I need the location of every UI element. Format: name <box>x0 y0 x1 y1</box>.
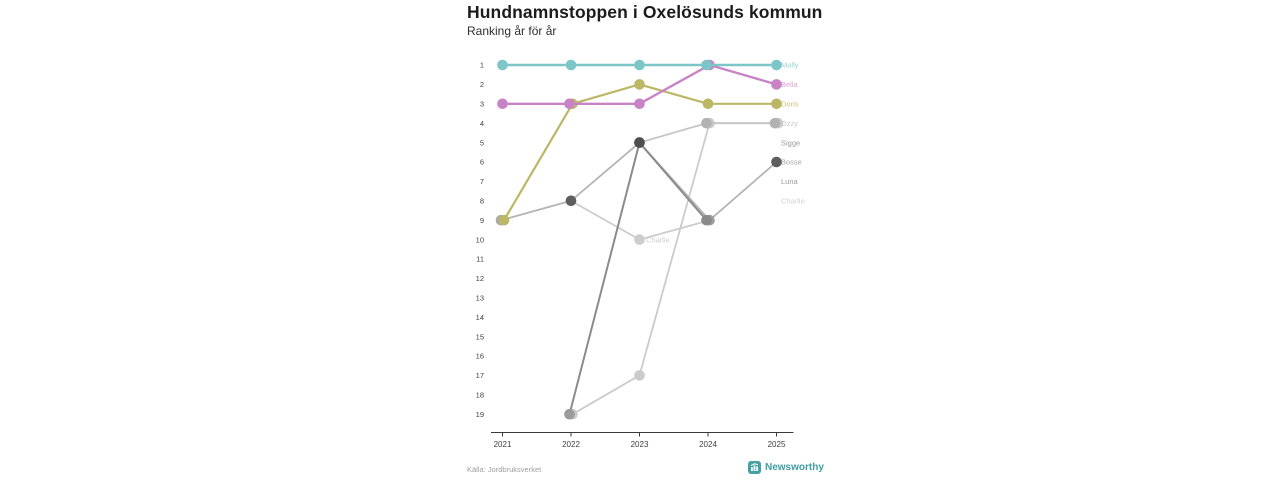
y-tick-label-16: 16 <box>475 351 484 361</box>
series-point-bella-2021 <box>497 99 508 110</box>
series-point-sigge-2023 <box>634 137 645 148</box>
y-tick-label-4: 4 <box>479 118 484 128</box>
series-point-bella-2023 <box>634 99 645 110</box>
series-line-ozzy <box>573 123 779 414</box>
chart-title: Hundnamnstoppen i Oxelösunds kommun <box>467 2 823 22</box>
series-point-molly-2023 <box>634 60 645 71</box>
x-tick-label-2024: 2024 <box>699 440 717 449</box>
newsworthy-icon <box>748 461 761 474</box>
series-point-doris-2024 <box>703 99 714 110</box>
y-tick-label-1: 1 <box>479 60 484 70</box>
y-tick-label-7: 7 <box>479 177 484 187</box>
series-point-luna-2024 <box>701 118 712 129</box>
y-tick-label-9: 9 <box>479 215 484 225</box>
source-note: Källa: Jordbruksverket <box>467 465 542 474</box>
series-point-sigge-2022 <box>564 409 575 420</box>
y-tick-label-11: 11 <box>476 254 484 264</box>
x-tick-label-2025: 2025 <box>767 440 786 449</box>
series-point-bosse-2022 <box>566 196 577 207</box>
series-point-bella-2022 <box>564 99 575 110</box>
series-point-molly-2024 <box>701 60 712 71</box>
series-point-doris-2021 <box>499 215 510 226</box>
y-tick-label-18: 18 <box>475 390 484 400</box>
y-tick-label-2: 2 <box>479 80 484 90</box>
x-tick-label-2022: 2022 <box>562 440 580 449</box>
series-point-doris-2023 <box>634 79 645 90</box>
right-label-sigge: Sigge <box>781 138 801 148</box>
brand-name: Newsworthy <box>765 462 824 473</box>
x-tick-label-2023: 2023 <box>630 440 649 449</box>
right-label-charlie: Charlie <box>781 196 805 206</box>
right-label-luna: Luna <box>781 177 798 187</box>
y-tick-label-5: 5 <box>479 138 484 148</box>
series-line-charlie <box>571 201 710 240</box>
y-tick-label-6: 6 <box>479 157 484 167</box>
y-tick-label-10: 10 <box>475 235 484 245</box>
chart-subtitle: Ranking år för år <box>467 24 557 38</box>
y-tick-label-17: 17 <box>475 371 484 381</box>
series-point-sigge-2024 <box>701 215 712 226</box>
y-tick-label-3: 3 <box>479 99 484 109</box>
y-tick-label-14: 14 <box>475 312 484 322</box>
right-label-doris: Doris <box>781 99 799 109</box>
y-tick-label-15: 15 <box>475 332 484 342</box>
series-point-charlie-2023 <box>634 234 645 245</box>
right-label-bella: Bella <box>781 80 798 90</box>
y-tick-label-19: 19 <box>475 409 484 419</box>
y-tick-label-13: 13 <box>475 293 484 303</box>
series-point-molly-2021 <box>497 60 508 71</box>
right-label-molly: Molly <box>781 60 799 70</box>
series-point-luna-2025 <box>770 118 781 129</box>
brand-logo <box>748 461 824 474</box>
series-point-ozzy-2023 <box>634 370 645 381</box>
series-point-molly-2022 <box>566 60 577 71</box>
right-label-bosse: Bosse <box>781 157 802 167</box>
x-tick-label-2021: 2021 <box>493 440 512 449</box>
right-label-ozzy: Ozzy <box>781 118 799 128</box>
inline-label-charlie: Charlie <box>646 235 670 245</box>
y-tick-label-12: 12 <box>475 274 484 284</box>
y-tick-label-8: 8 <box>479 196 484 206</box>
